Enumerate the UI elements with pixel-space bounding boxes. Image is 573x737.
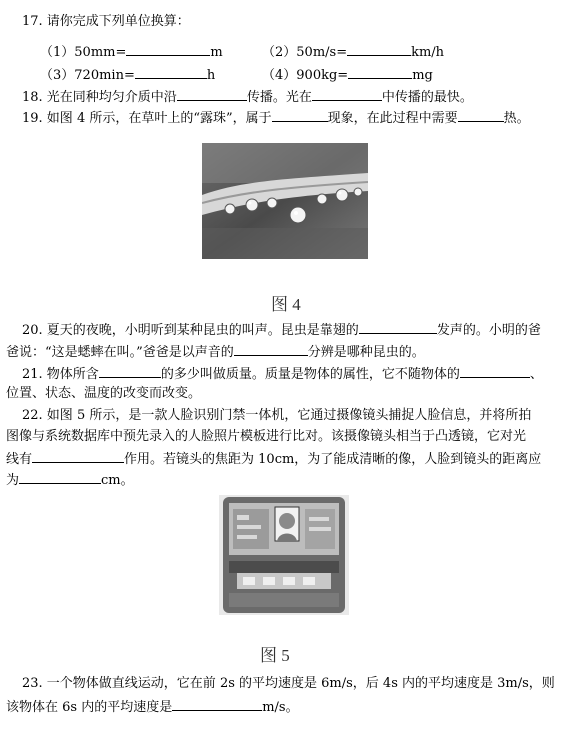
q17-item-4-unit: mg <box>412 68 433 83</box>
q20-text-2: 发声的。小明的爸 <box>436 323 541 338</box>
q17-item-1-unit: m <box>210 45 223 60</box>
q17-item-1-label: （1）50mm= <box>40 45 127 60</box>
question-21-line-2: 位置、状态、温度的改变而改变。 <box>6 386 202 401</box>
answer-blank[interactable] <box>460 364 530 378</box>
answer-blank[interactable] <box>126 42 210 56</box>
answer-blank[interactable] <box>19 470 101 484</box>
q23-text-2b: m/s。 <box>262 700 299 715</box>
q21-text-1: 21. 物体所含 <box>22 367 99 382</box>
q18-text-3: 中传播的最快。 <box>381 90 473 105</box>
q17-item-4 <box>262 65 433 85</box>
q17-item-2-label: （2）50m/s= <box>262 45 348 60</box>
q19-text-3: 热。 <box>503 111 530 126</box>
q20-text-1: 20. 夏天的夜晚，小明听到某种昆虫的叫声。昆虫是靠翅的 <box>22 323 359 338</box>
q19-text-1: 19. 如图 4 所示，在草叶上的“露珠”，属于 <box>22 111 272 126</box>
q17-item-2 <box>262 42 444 62</box>
answer-blank[interactable] <box>172 697 262 711</box>
question-23-line-1: 23. 一个物体做直线运动，它在前 2s 的平均速度是 6m/s，后 4s 内的平均速度是 3m/s，则 <box>22 676 555 691</box>
question-19 <box>22 108 530 128</box>
question-23-line-2 <box>6 697 299 717</box>
question-20-line-1 <box>22 320 541 340</box>
figure-4-caption: 图 4 <box>271 295 301 314</box>
answer-blank[interactable] <box>234 342 308 356</box>
answer-blank[interactable] <box>99 364 161 378</box>
question-17-stem: 17. 请你完成下列单位换算： <box>22 14 190 29</box>
q18-text-1: 18. 光在同种均匀介质中沿 <box>22 90 177 105</box>
q17-item-2-unit: km/h <box>411 45 445 60</box>
q22-text-3a: 线有 <box>6 452 33 467</box>
dew-on-leaf-image <box>202 143 368 259</box>
q17-item-1 <box>40 42 223 62</box>
q20-text-4: 分辨是哪种昆虫的。 <box>307 345 425 360</box>
answer-blank[interactable] <box>177 87 247 101</box>
answer-blank[interactable] <box>458 108 504 122</box>
answer-blank[interactable] <box>347 42 411 56</box>
figure-4-dew-photo <box>202 143 368 259</box>
q19-text-2: 现象，在此过程中需要 <box>327 111 458 126</box>
question-18 <box>22 87 473 107</box>
q17-item-3-label: （3）720min= <box>40 68 135 83</box>
q20-text-3: 爸说：“这是蟋蟀在叫。”爸爸是以声音的 <box>6 345 234 360</box>
q23-text-2a: 该物体在 6s 内的平均速度是 <box>6 700 173 715</box>
question-22-line-4 <box>6 470 134 490</box>
answer-blank[interactable] <box>272 108 328 122</box>
figure-5-face-recognition-device <box>219 495 349 615</box>
question-22-line-1: 22. 如图 5 所示，是一款人脸识别门禁一体机，它通过摄像镜头捕捉人脸信息，并将所拍 <box>22 408 532 423</box>
answer-blank[interactable] <box>32 449 124 463</box>
q18-text-2: 传播。光在 <box>246 90 312 105</box>
q21-text-3: 、 <box>529 367 543 382</box>
question-20-line-2 <box>6 342 425 362</box>
figure-5-caption: 图 5 <box>260 646 290 665</box>
answer-blank[interactable] <box>359 320 437 334</box>
answer-blank[interactable] <box>348 65 412 79</box>
q22-text-3b: 作用。若镜头的焦距为 10cm，为了能成清晰的像，人脸到镜头的距离应 <box>124 452 542 467</box>
answer-blank[interactable] <box>135 65 207 79</box>
q17-item-3-unit: h <box>206 68 216 83</box>
q22-text-4a: 为 <box>6 473 20 488</box>
face-recognition-terminal-image <box>219 495 349 615</box>
q17-item-3 <box>40 65 215 85</box>
q17-item-4-label: （4）900kg= <box>262 68 349 83</box>
q21-text-2: 的多少叫做质量。质量是物体的属性，它不随物体的 <box>160 367 460 382</box>
question-22-line-3 <box>6 449 541 469</box>
question-21-line-1 <box>22 364 543 384</box>
q22-text-4b: cm。 <box>101 473 134 488</box>
answer-blank[interactable] <box>312 87 382 101</box>
question-22-line-2: 图像与系统数据库中预先录入的人脸照片模板进行比对。该摄像镜头相当于凸透镜，它对光 <box>6 429 527 444</box>
